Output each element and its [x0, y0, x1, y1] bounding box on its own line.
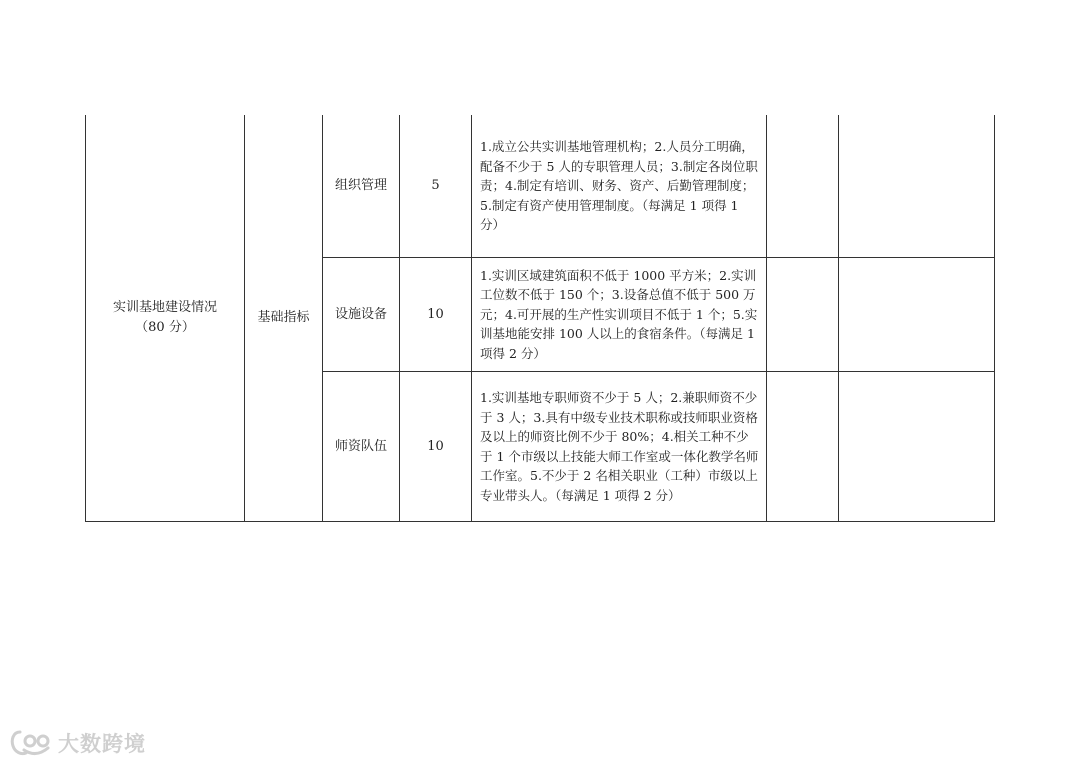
score-cell	[400, 115, 471, 257]
sub-category-label: 基础指标	[257, 310, 310, 325]
category-title: 实训基地建设情况	[112, 300, 217, 315]
category-cell	[86, 115, 244, 521]
description-cell	[480, 258, 760, 371]
item-name-cell	[323, 372, 399, 521]
score-cell	[400, 258, 471, 371]
item-score: 10	[427, 438, 444, 454]
description-cell	[480, 372, 760, 521]
item-name-cell	[323, 258, 399, 371]
item-description: 1.成立公共实训基地管理机构；2.人员分工明确，配备不少于 5 人的专职管理人员；3.制定各岗位职责；4.制定有培训、财务、资产、后勤管理制度；5.制定有资产使用管理制度。（每满足 1 项得 1 分）	[480, 139, 758, 233]
watermark	[10, 727, 146, 759]
table-divider	[838, 115, 839, 522]
item-name: 师资队伍	[334, 438, 387, 454]
item-score: 5	[431, 178, 440, 193]
table-border-bottom	[85, 521, 995, 522]
table-border-right	[994, 115, 995, 522]
item-description: 1.实训区域建筑面积不低于 1000 平方米；2.实训工位数不低于 150 个；3.设备总值不低于 500 万元；4.可开展的生产性实训项目不低于 1 个；5.实训基地能安排 100 人以上的食宿条件。（每满足 1 项得 2 分）	[480, 267, 758, 361]
table-divider	[471, 115, 472, 522]
item-name: 设施设备	[334, 306, 387, 322]
sub-category-cell	[245, 115, 322, 521]
score-cell	[400, 372, 471, 521]
table-divider	[766, 115, 767, 522]
description-cell	[480, 115, 760, 257]
item-description: 1.实训基地专职师资不少于 5 人；2.兼职师资不少于 3 人；3.具有中级专业技术职称或技师职业资格及以上的师资比例不少于 80%；4.相关工种不少于 1 个市级以上技能大师工作室或一体化教学名师工作室。5.不少于 2 名相关职业（工种）市级以上专业带头人。（每满足 1 项得 2 分）	[480, 390, 759, 503]
brand-logo-icon	[10, 728, 54, 758]
item-name-cell	[323, 115, 399, 257]
watermark-text: 大数跨境	[58, 732, 146, 756]
category-score: （80 分）	[135, 320, 195, 335]
item-name: 组织管理	[334, 178, 387, 193]
item-score: 10	[427, 306, 444, 322]
